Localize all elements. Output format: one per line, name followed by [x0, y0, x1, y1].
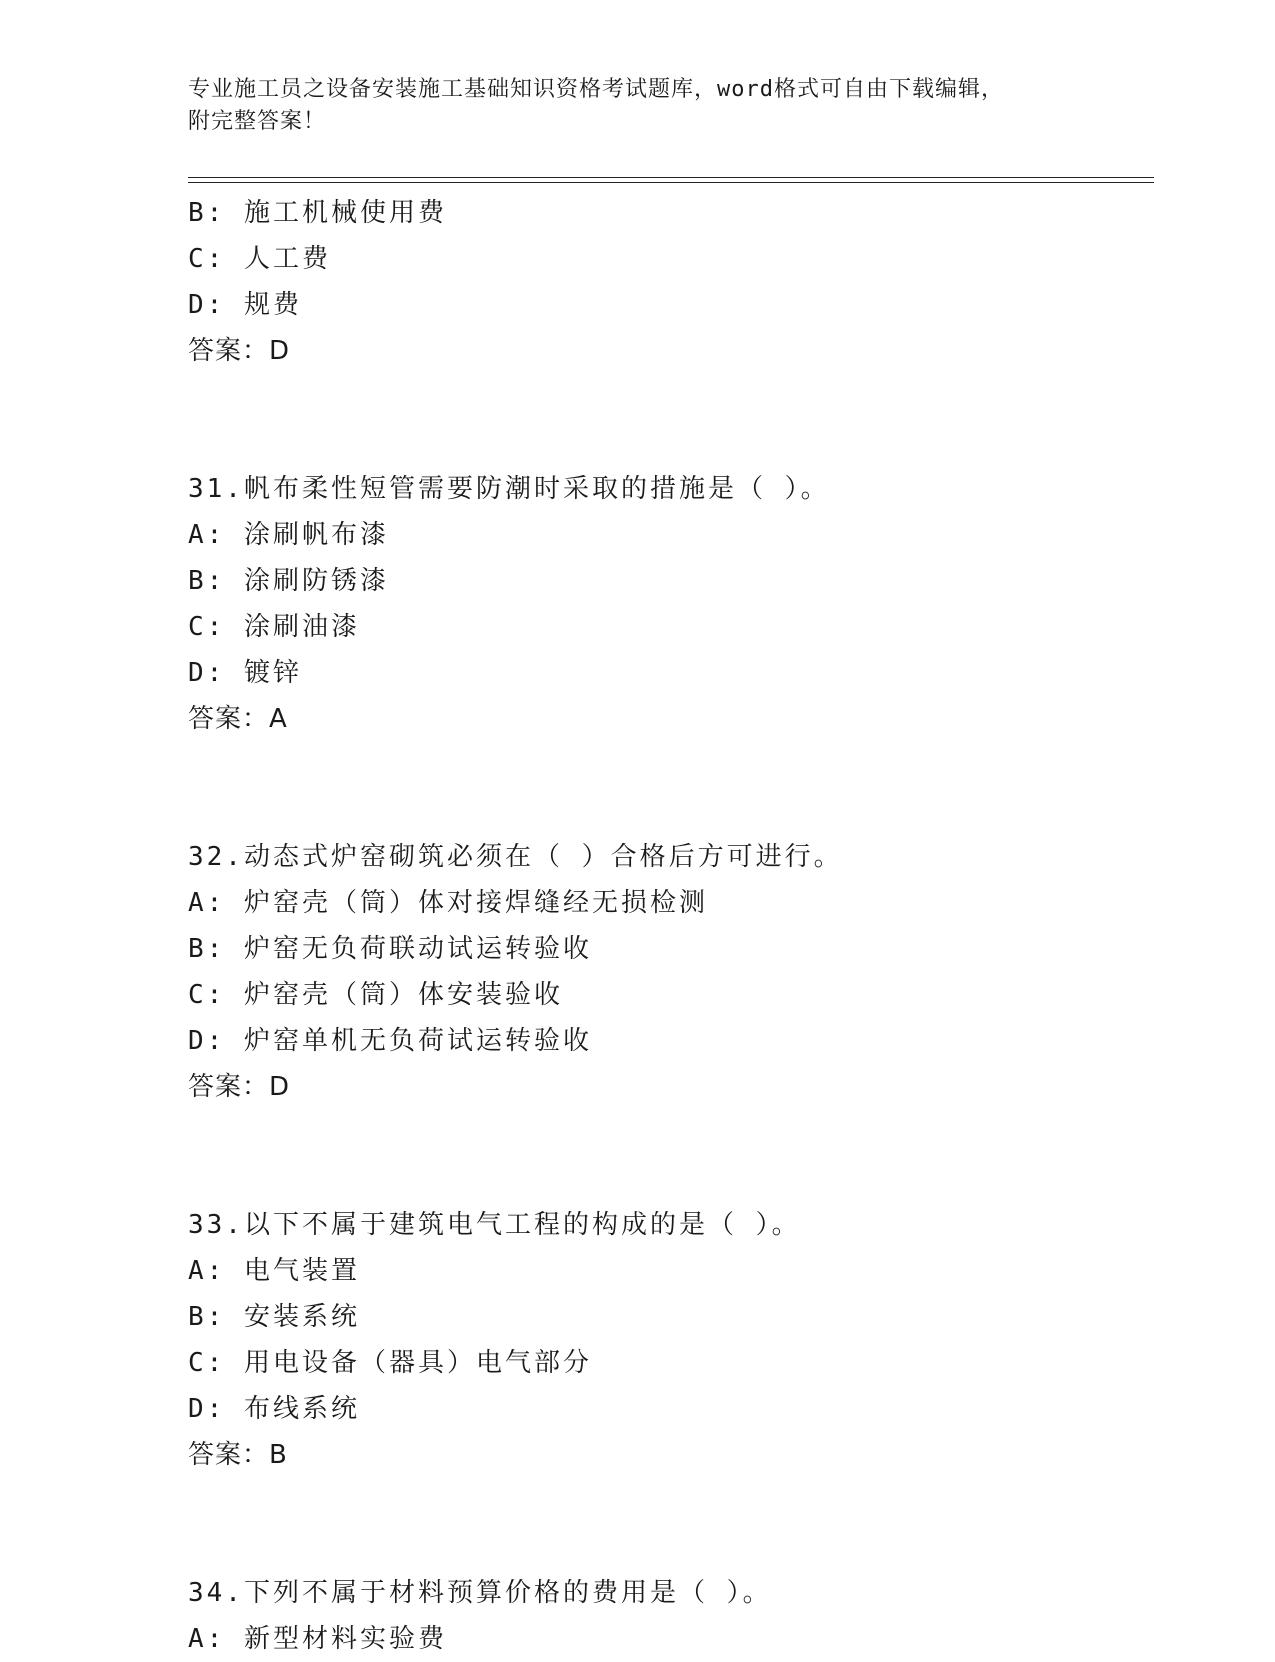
header-rule-top: [188, 177, 1154, 178]
option-d: D: 炉窑单机无负荷试运转验收: [188, 1026, 592, 1056]
question-34: [188, 1570, 1154, 1662]
option-c: C: 用电设备（器具）电气部分: [188, 1348, 592, 1378]
question-stem: 31.帆布柔性短管需要防潮时采取的措施是（ ）。: [188, 474, 830, 504]
answer-line: 答案：B: [188, 1440, 288, 1470]
option-c: C: 人工费: [188, 244, 331, 274]
question-stem: 33.以下不属于建筑电气工程的构成的是（ ）。: [188, 1210, 801, 1240]
option-b: B: 施工机械使用费: [188, 198, 447, 228]
header-rule-bottom: [188, 182, 1154, 183]
answer-line: 答案：D: [188, 336, 291, 366]
question-stem: 34.下列不属于材料预算价格的费用是（ ）。: [188, 1578, 772, 1608]
answer-line: 答案：D: [188, 1072, 291, 1102]
option-c: C: 涂刷油漆: [188, 612, 360, 642]
question-spacer: [188, 742, 1154, 834]
answer-line: 答案：A: [188, 704, 288, 734]
option-d: D: 规费: [188, 290, 302, 320]
option-a: A: 新型材料实验费: [188, 1624, 447, 1654]
option-b: B: 涂刷防锈漆: [188, 566, 389, 596]
question-stem: 32.动态式炉窑砌筑必须在（ ）合格后方可进行。: [188, 842, 843, 872]
option-a: A: 涂刷帆布漆: [188, 520, 389, 550]
question-33: [188, 1202, 1154, 1478]
option-c: C: 炉窑壳（筒）体安装验收: [188, 980, 563, 1010]
question-list: [188, 190, 1154, 1662]
option-d: D: 镀锌: [188, 658, 302, 688]
question-spacer: [188, 1478, 1154, 1570]
option-a: A: 电气装置: [188, 1256, 360, 1286]
question-32: [188, 834, 1154, 1110]
option-b: B: 炉窑无负荷联动试运转验收: [188, 934, 592, 964]
question-31: [188, 466, 1154, 742]
option-a: A: 炉窑壳（筒）体对接焊缝经无损检测: [188, 888, 708, 918]
continued-question: [188, 190, 1154, 374]
option-b: B: 安装系统: [188, 1302, 360, 1332]
question-spacer: [188, 374, 1154, 466]
question-spacer: [188, 1110, 1154, 1202]
header-line-2: 附完整答案！: [188, 109, 327, 134]
document-header: [188, 74, 1088, 138]
option-d: D: 布线系统: [188, 1394, 360, 1424]
header-line-1: 专业施工员之设备安装施工基础知识资格考试题库，word格式可自由下载编辑，: [188, 77, 1004, 102]
